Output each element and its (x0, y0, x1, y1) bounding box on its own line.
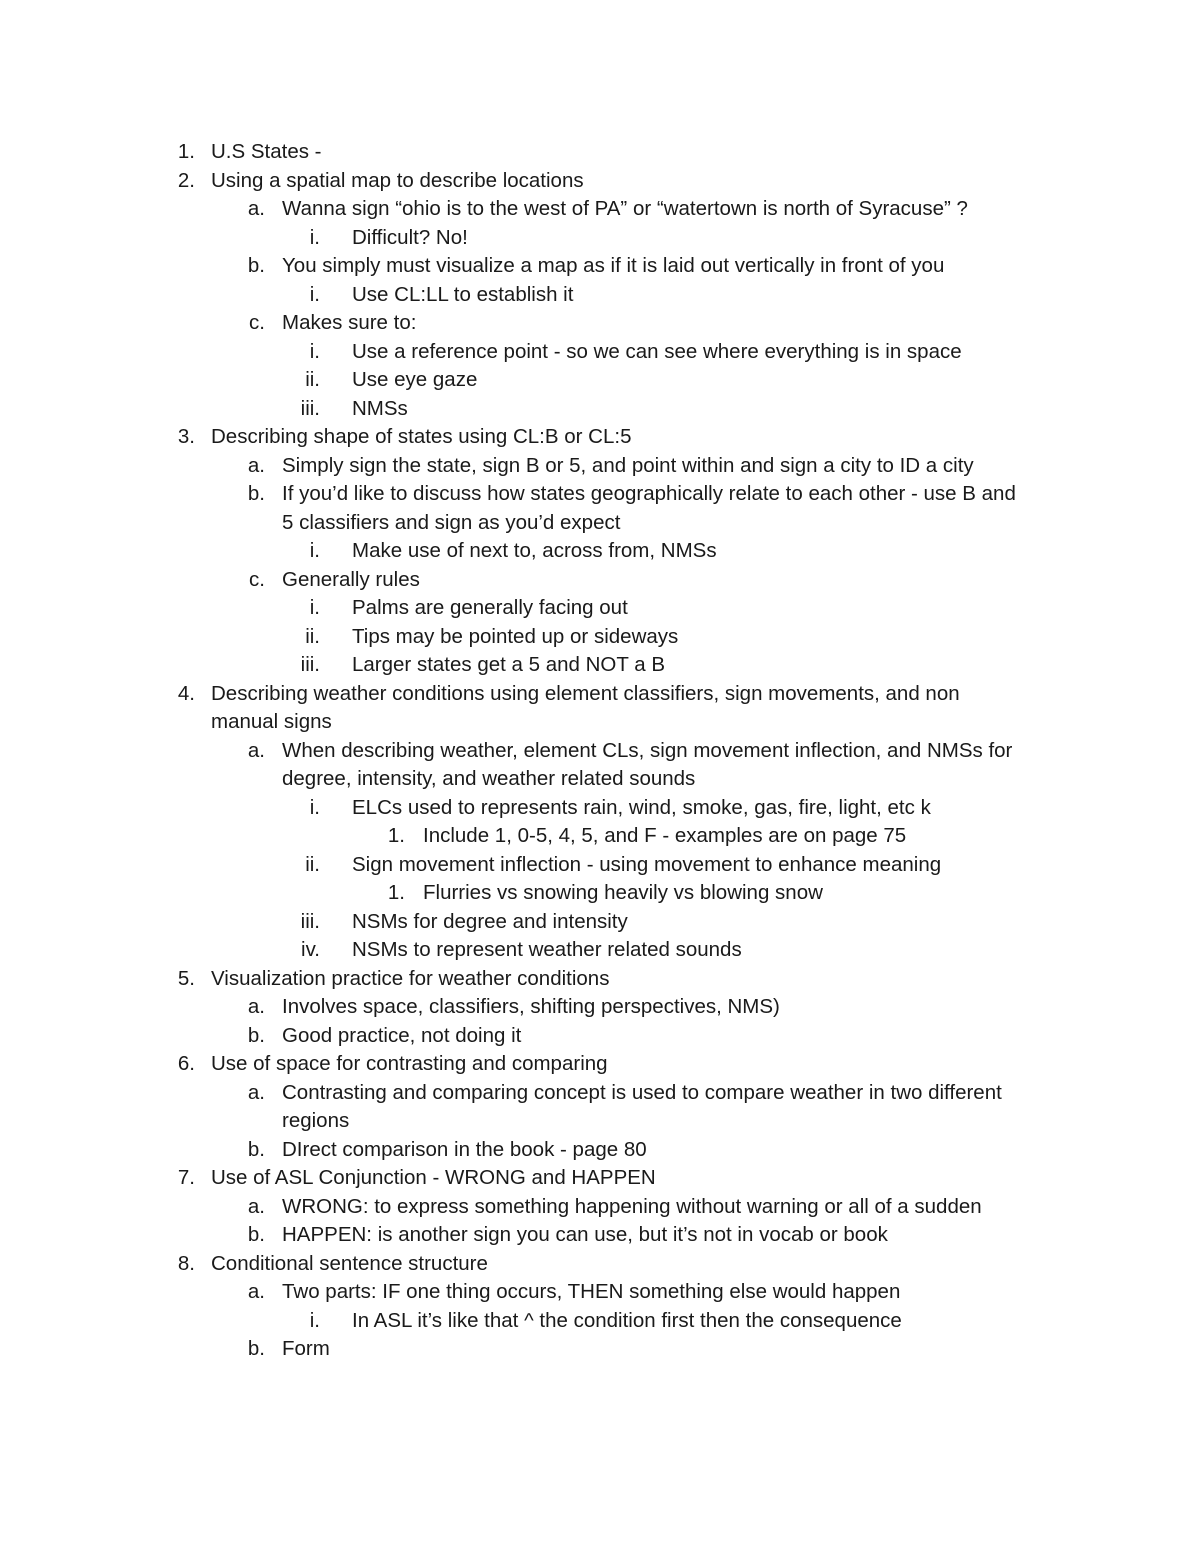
outline-item-level-2 (0, 509, 1200, 538)
list-item-text: Generally rules (282, 567, 420, 591)
outline-item-level-3 (0, 908, 1200, 937)
outline-item-level-2 (0, 765, 1200, 794)
list-marker: 1. (177, 140, 195, 163)
list-item-text: Form (282, 1337, 330, 1360)
list-item-text: NMSs (352, 396, 408, 420)
list-marker: i. (309, 225, 320, 249)
outline-item-level-2 (0, 1022, 1200, 1051)
list-item-text: 5 classifiers and sign as you’d expect (282, 510, 621, 534)
list-item-text: In ASL it’s like that ^ the condition first then the consequence (352, 1308, 902, 1332)
outline-item-level-2 (0, 309, 1200, 338)
list-marker: i. (309, 539, 320, 562)
list-item-text: Difficult? No! (352, 225, 468, 249)
list-marker: i. (309, 795, 320, 819)
outline-item-level-2 (0, 993, 1200, 1022)
list-item-text: Using a spatial map to describe locations (211, 168, 584, 192)
list-item-text: Two parts: IF one thing occurs, THEN something else would happen (282, 1280, 901, 1303)
list-item-text: NSMs to represent weather related sounds (352, 938, 742, 961)
list-marker: c. (249, 567, 265, 591)
list-item-text: degree, intensity, and weather related sounds (282, 767, 696, 790)
outline-item-level-1 (0, 1250, 1200, 1279)
list-marker: a. (247, 1080, 265, 1104)
list-marker: i. (309, 339, 320, 363)
outline-item-level-3 (0, 623, 1200, 652)
list-marker: i. (309, 1308, 320, 1332)
list-item-text: regions (282, 1109, 350, 1132)
list-item-text: Make use of next to, across from, NMSs (352, 539, 717, 562)
list-marker: b. (247, 1137, 265, 1161)
list-marker: i. (309, 282, 320, 306)
list-item-text: Use of space for contrasting and comparing (211, 1052, 608, 1075)
list-item-text: Use of ASL Conjunction - WRONG and HAPPEN (211, 1166, 656, 1189)
list-marker: b. (247, 1337, 265, 1360)
outline-item-level-3 (0, 338, 1200, 367)
list-marker: 1. (387, 824, 405, 847)
outline-item-level-3 (0, 281, 1200, 310)
list-item-text: Describing shape of states using CL:B or CL:5 (211, 425, 632, 448)
list-item-text: HAPPEN: is another sign you can use, but it’s not in vocab or book (282, 1223, 888, 1246)
list-item-text: You simply must visualize a map as if it is laid out vertically in front of you (282, 254, 945, 277)
list-item-text: U.S States - (211, 140, 322, 163)
outline-item-level-2 (0, 1335, 1200, 1364)
list-marker: b. (247, 482, 265, 505)
list-marker: iii. (300, 909, 320, 933)
list-marker: iii. (300, 396, 320, 420)
outline-item-level-3 (0, 395, 1200, 424)
list-marker: a. (247, 453, 265, 477)
outline-item-level-4 (0, 879, 1200, 908)
outline-item-level-1 (0, 1164, 1200, 1193)
outline-item-level-3 (0, 936, 1200, 965)
outline-item-level-1 (0, 138, 1200, 167)
list-marker: a. (247, 995, 265, 1018)
list-marker: iii. (300, 653, 320, 676)
outline-item-level-2 (0, 452, 1200, 481)
list-item-text: Contrasting and comparing concept is used to compare weather in two different (282, 1080, 1002, 1104)
list-item-text: If you’d like to discuss how states geographically relate to each other - use B and (282, 482, 1016, 505)
list-marker: 1. (387, 881, 405, 904)
list-marker: ii. (305, 368, 320, 391)
outline-item-level-3 (0, 1307, 1200, 1336)
list-item-text: Visualization practice for weather conditions (211, 966, 610, 990)
outline-item-level-2 (0, 1079, 1200, 1108)
list-item-text: Simply sign the state, sign B or 5, and point within and sign a city to ID a city (282, 453, 974, 477)
list-item-text: Palms are generally facing out (352, 596, 628, 619)
outline-item-level-2 (0, 480, 1200, 509)
outline-item-level-2 (0, 1136, 1200, 1165)
list-marker: 3. (177, 425, 195, 448)
outline-item-level-2 (0, 1221, 1200, 1250)
outline-item-level-1 (0, 167, 1200, 196)
list-marker: ii. (305, 852, 320, 876)
list-marker: 7. (177, 1166, 195, 1189)
list-marker: 8. (177, 1251, 195, 1275)
list-item-text: Use CL:LL to establish it (352, 282, 574, 306)
outline-item-level-2 (0, 566, 1200, 595)
list-item-text: ELCs used to represents rain, wind, smoke, gas, fire, light, etc k (352, 795, 931, 819)
notes-outline (0, 138, 1200, 1364)
outline-item-level-2 (0, 195, 1200, 224)
list-marker: a. (247, 1280, 265, 1303)
outline-item-level-4 (0, 822, 1200, 851)
list-item-text: manual signs (211, 710, 332, 733)
outline-item-level-3 (0, 594, 1200, 623)
list-marker: i. (309, 596, 320, 619)
list-marker: b. (247, 254, 265, 277)
list-item-text: Involves space, classifiers, shifting perspectives, NMS) (282, 995, 780, 1018)
outline-item-level-3 (0, 537, 1200, 566)
outline-item-level-1 (0, 708, 1200, 737)
list-item-text: WRONG: to express something happening without warning or all of a sudden (282, 1194, 982, 1218)
list-item-text: Use a reference point - so we can see where everything is in space (352, 339, 962, 363)
list-item-text: When describing weather, element CLs, sign movement inflection, and NMSs for (282, 738, 1013, 762)
list-item-text: Describing weather conditions using element classifiers, sign movements, and non (211, 681, 960, 705)
list-marker: ii. (305, 624, 320, 648)
list-marker: 6. (177, 1052, 195, 1075)
outline-item-level-1 (0, 965, 1200, 994)
list-marker: 4. (177, 681, 195, 705)
list-item-text: Sign movement inflection - using movement to enhance meaning (352, 852, 942, 876)
list-marker: 5. (177, 966, 195, 990)
outline-item-level-3 (0, 224, 1200, 253)
list-marker: c. (249, 311, 265, 334)
outline-item-level-2 (0, 737, 1200, 766)
list-item-text: Makes sure to: (282, 311, 417, 334)
list-marker: iv. (301, 938, 320, 961)
outline-item-level-2 (0, 1193, 1200, 1222)
outline-item-level-2 (0, 1107, 1200, 1136)
list-item-text: Larger states get a 5 and NOT a B (352, 653, 665, 676)
outline-item-level-1 (0, 423, 1200, 452)
list-item-text: DIrect comparison in the book - page 80 (282, 1137, 647, 1161)
outline-item-level-2 (0, 252, 1200, 281)
list-item-text: Include 1, 0-5, 4, 5, and F - examples are on page 75 (423, 824, 907, 847)
outline-item-level-3 (0, 366, 1200, 395)
list-marker: 2. (177, 168, 195, 192)
outline-item-level-3 (0, 794, 1200, 823)
list-marker: a. (247, 1194, 265, 1218)
list-item-text: Flurries vs snowing heavily vs blowing snow (423, 881, 823, 904)
list-marker: b. (247, 1223, 265, 1246)
list-marker: b. (247, 1023, 265, 1047)
outline-item-level-1 (0, 1050, 1200, 1079)
list-item-text: Good practice, not doing it (282, 1023, 522, 1047)
list-marker: a. (247, 738, 265, 762)
outline-item-level-1 (0, 680, 1200, 709)
list-item-text: Wanna sign “ohio is to the west of PA” or “watertown is north of Syracuse” ? (282, 197, 968, 220)
outline-item-level-2 (0, 1278, 1200, 1307)
list-item-text: Tips may be pointed up or sideways (352, 624, 679, 648)
outline-item-level-3 (0, 651, 1200, 680)
list-item-text: Conditional sentence structure (211, 1251, 488, 1275)
list-marker: a. (247, 197, 265, 220)
list-item-text: Use eye gaze (352, 368, 478, 391)
outline-item-level-3 (0, 851, 1200, 880)
list-item-text: NSMs for degree and intensity (352, 909, 628, 933)
